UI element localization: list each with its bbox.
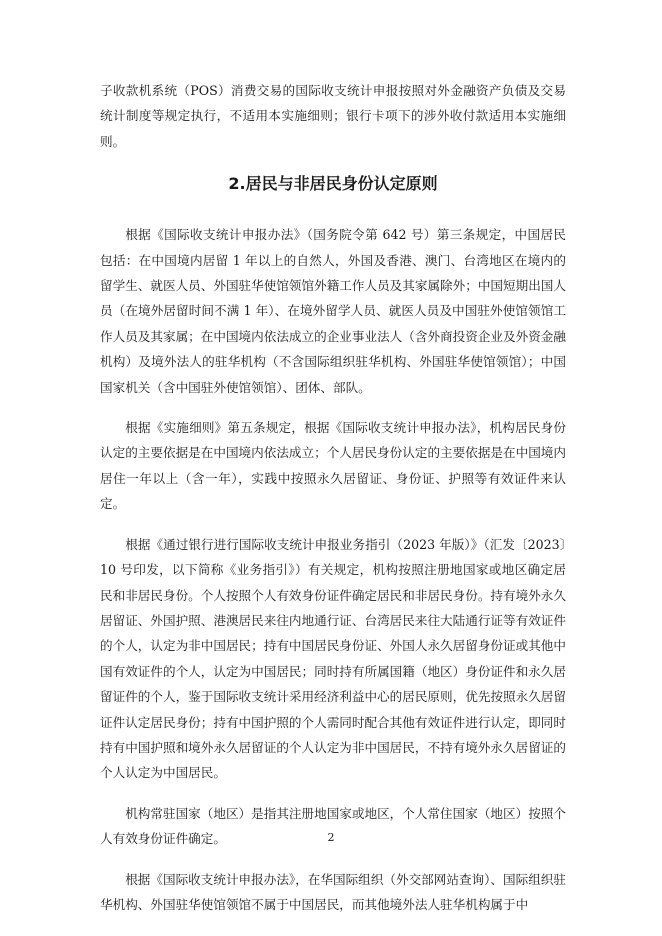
paragraph-resident-definition: 根据《国际收支统计申报办法》（国务院令第 642 号）第三条规定，中国居民包括：在中国境内居留 1 年以上的自然人，外国及香港、澳门、台湾地区在境内的留学生、就医人员、外国驻华使馆领馆外籍工作人员及其家属除外；中国短期出国人员（在境外居留时间不满 1 年）、在境外留学人员、就医人员及中国驻外使馆领馆工作人员及其家属；在中国境内依法成立的企业事业法人（含外商投资企业及外资金融机构）及境外法人的驻华机构（不含国际组织驻华机构、外国驻华使馆领馆）；中国国家机关（含中国驻外使馆领馆）、团体、部队。 xyxy=(100,227,566,395)
section-heading: 2.居民与非居民身份认定原则 xyxy=(228,174,438,194)
document-body xyxy=(100,78,566,932)
paragraph-country-of-residence: 机构常驻国家（地区）是指其注册地国家或地区，个人常住国家（地区）按照个人有效身份证件确定。 xyxy=(100,805,566,847)
intro-paragraph: 子收款机系统（POS）消费交易的国际收支统计申报按照对外金融资产负债及交易统计制度等规定执行，不适用本实施细则；银行卡项下的涉外收付款适用本实施细则。 xyxy=(100,83,566,149)
paragraph-implementation-rules: 根据《实施细则》第五条规定，根据《国际收支统计申报办法》，机构居民身份认定的主要依据是在中国境内依法成立；个人居民身份认定的主要依据是在中国境内居住一年以上（含一年），实践中按照永久居留证、身份证、护照等有效证件来认定。 xyxy=(100,420,566,512)
paragraph-international-organizations: 根据《国际收支统计申报办法》，在华国际组织（外交部网站查询）、国际组织驻华机构、外国驻华使馆领馆不属于中国居民，而其他境外法人驻华机构属于中 xyxy=(100,871,566,912)
page-number: 2 xyxy=(327,831,335,844)
paragraph-business-guidelines: 根据《通过银行进行国际收支统计申报业务指引（2023 年版）》（汇发〔2023〕10 号印发，以下简称《业务指引》）有关规定，机构按照注册地国家或地区确定居民和非居民身份。个人按照个人有效身份证件确定居民和非居民身份。持有境外永久居留证、外国护照、港澳居民来往内地通行证、台湾居民来往大陆通行证等有效证件的个人，认定为非中国居民；持有中国居民身份证、外国人永久居留身份证或其他中国有效证件的个人，认定为中国居民；同时持有所属国籍（地区）身份证件和永久居留证件的个人，鉴于国际收支统计采用经济利益中心的居民原则，优先按照永久居留证件认定居民身份；持有中国护照的个人需同时配合其他有效证件进行认定，即同时持有中国护照和境外永久居留证的个人认定为非中国居民，不持有境外永久居留证的个人认定为中国居民。 xyxy=(100,536,566,781)
